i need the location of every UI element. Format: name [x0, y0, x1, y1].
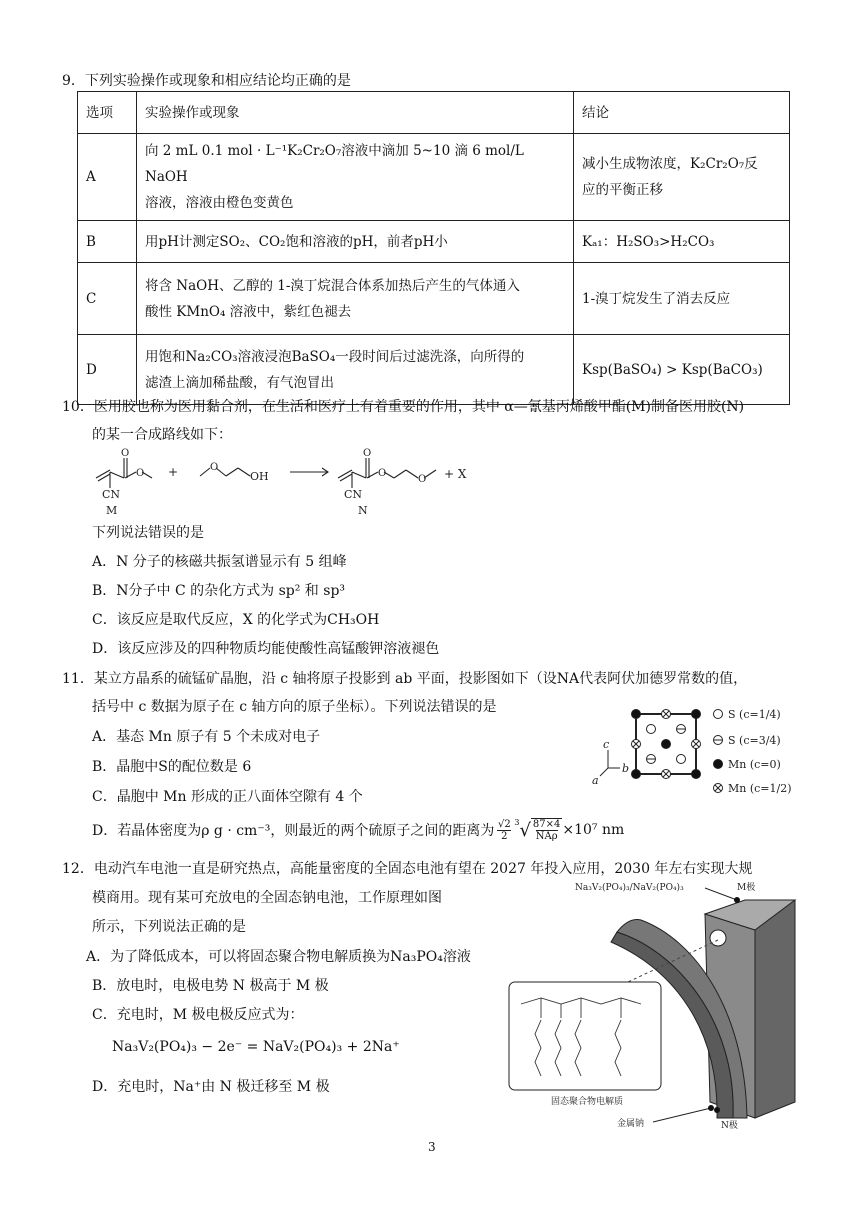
q10-prompt: 下列说法错误的是	[92, 525, 204, 541]
legend-mn-0: Mn (c=0)	[728, 758, 781, 771]
q12-stem-line1: 12．电动汽车电池一直是研究热点，高能量密度的全固态电池有望在 2027 年投入应用，2030 年左右实现大规	[62, 861, 753, 877]
row-option: A	[78, 134, 137, 221]
row-operation	[137, 134, 574, 221]
svg-text:O: O	[378, 468, 387, 479]
radical-icon: √	[519, 819, 531, 841]
table-row	[78, 221, 790, 263]
row-conclusion: Kₐ₁：H₂SO₃>H₂CO₃	[574, 221, 790, 263]
header-operation: 实验操作或现象	[137, 92, 574, 134]
table-row	[78, 335, 790, 405]
q11-option-b: B．晶胞中S的配位数是 6	[92, 759, 252, 775]
table-row	[78, 263, 790, 335]
row-option: C	[78, 263, 137, 335]
legend-s-quarter: S (c=1/4)	[728, 708, 781, 721]
q12-option-d: D．充电时，Na⁺由 N 极迁移至 M 极	[92, 1079, 330, 1095]
row-conclusion: 1-溴丁烷发生了消去反应	[574, 263, 790, 335]
option-d-text: D．若晶体密度为ρ g · cm⁻³，则最近的两个硫原子之间的距离为	[92, 823, 495, 839]
q12-stem-line3: 所示，下列说法正确的是	[92, 919, 246, 935]
label-n: N	[358, 504, 368, 517]
svg-text:O: O	[363, 448, 372, 459]
q11-option-c: C．晶胞中 Mn 形成的正八面体空隙有 4 个	[92, 789, 363, 805]
radical-numerator: 87×4	[532, 819, 561, 830]
q10-option-c: C．该反应是取代反应，X 的化学式为CH₃OH	[92, 612, 380, 628]
row-option: B	[78, 221, 137, 263]
svg-text:O: O	[136, 468, 145, 479]
m-electrode-label: M极	[737, 883, 756, 893]
op-line: 滤渣上滴加稀盐酸，有气泡冒出	[145, 374, 334, 391]
plus-sign: +	[168, 465, 179, 479]
op-line: 将含 NaOH、乙醇的 1-溴丁烷混合体系加热后产生的气体通入	[145, 277, 520, 294]
crystal-projection-figure	[586, 706, 796, 802]
legend-mn-half: Mn (c=1/2)	[728, 782, 792, 795]
op-line: 酸性 KMnO₄ 溶液中，紫红色褪去	[145, 303, 352, 320]
svg-text:O: O	[210, 462, 219, 473]
header-option: 选项	[78, 92, 137, 134]
q10-stem-line2: 的某一合成路线如下：	[92, 427, 232, 443]
fraction	[497, 819, 511, 842]
sodium-metal-label: 金属钠	[617, 1119, 645, 1129]
con-line: 减小生成物浓度，K₂Cr₂O₇反	[582, 156, 758, 172]
row-operation	[137, 263, 574, 335]
cn-label-n: CN	[344, 488, 363, 501]
q10-option-a: A．N 分子的核磁共振氢谱显示有 5 组峰	[92, 554, 347, 570]
row-operation: 用pH计测定SO₂、CO₂饱和溶液的pH，前者pH小	[137, 221, 574, 263]
q9-table	[77, 91, 790, 405]
radical-content	[531, 818, 562, 842]
con-line: 应的平衡正移	[582, 182, 663, 198]
root-index: 3	[514, 817, 520, 827]
q12-equation: Na₃V₂(PO₄)₃ − 2e⁻ = NaV₂(PO₄)₃ + 2Na⁺	[112, 1039, 400, 1055]
axis-a: a	[592, 774, 599, 787]
header-conclusion: 结论	[574, 92, 790, 134]
q9-stem: 9．下列实验操作或现象和相应结论均正确的是	[62, 73, 351, 89]
row-conclusion: Ksp(BaSO₄) > Ksp(BaCO₃)	[574, 335, 790, 405]
op-line: 用饱和Na₂CO₃溶液浸泡BaSO₄一段时间后过滤洗涤，向所得的	[145, 348, 525, 365]
svg-text:O: O	[418, 474, 427, 485]
fraction-numerator: √2	[497, 818, 511, 830]
q12-option-c: C．充电时，M 极电极反应式为：	[92, 1007, 304, 1023]
q12-option-a: A．为了降低成本，可以将固态聚合物电解质换为Na₃PO₄溶液	[86, 949, 471, 965]
electrode-material-label: Na₃V₂(PO₄)₃/NaV₂(PO₄)₃	[575, 883, 684, 893]
axis-b: b	[622, 762, 630, 775]
option-d-tail: ×10⁷ nm	[562, 822, 625, 838]
op-line: 向 2 mL 0.1 mol · L⁻¹K₂Cr₂O₇溶液中滴加 5~10 滴 6 mol/L NaOH	[145, 143, 524, 185]
cn-label-m: CN	[102, 488, 121, 501]
battery-figure	[505, 870, 805, 1132]
fraction-denominator: 2	[497, 830, 511, 842]
svg-text:O: O	[121, 448, 130, 459]
n-electrode-label: N极	[721, 1121, 738, 1131]
electrolyte-label: 固态聚合物电解质	[551, 1097, 624, 1107]
q10-stem-line1: 10．医用胶也称为医用黏合剂，在生活和医疗上有着重要的作用，其中 α—氰基丙烯酸甲酯(M)制备医用胶(N)	[62, 399, 745, 415]
q12-option-b: B．放电时，电极电势 N 极高于 M 极	[92, 978, 329, 994]
q10-option-d: D．该反应涉及的四种物质均能使酸性高锰酸钾溶液褪色	[92, 641, 440, 657]
op-line: 溶液，溶液由橙色变黄色	[145, 195, 294, 211]
synthesis-scheme	[90, 448, 490, 520]
row-operation	[137, 335, 574, 405]
axis-c: c	[603, 738, 610, 751]
q11-stem-line2: 括号中 c 数据为原子在 c 轴方向的原子坐标）。下列说法错误的是	[92, 699, 497, 715]
radical-denominator: NAρ	[535, 831, 558, 842]
mn-c0-icon	[632, 710, 641, 719]
oh-label: OH	[250, 470, 269, 483]
label-m: M	[106, 504, 118, 517]
q12-stem-line2: 模商用。现有某可充放电的全固态钠电池，工作原理如图	[92, 890, 442, 906]
page-number: 3	[428, 1140, 436, 1154]
table-row	[78, 134, 790, 221]
q10-option-b: B．N分子中 C 的杂化方式为 sp² 和 sp³	[92, 583, 346, 599]
table-header-row	[78, 92, 790, 134]
plus-x: + X	[444, 467, 467, 481]
row-conclusion	[574, 134, 790, 221]
legend-s-three-quarter: S (c=3/4)	[728, 734, 781, 747]
q11-option-d	[92, 818, 624, 842]
q11-stem-line1: 11．某立方晶系的硫锰矿晶胞，沿 c 轴将原子投影到 ab 平面，投影图如下（设NA代表阿伏加德罗常数的值，	[62, 671, 748, 687]
row-option: D	[78, 335, 137, 405]
q11-option-a: A．基态 Mn 原子有 5 个未成对电子	[92, 729, 321, 745]
